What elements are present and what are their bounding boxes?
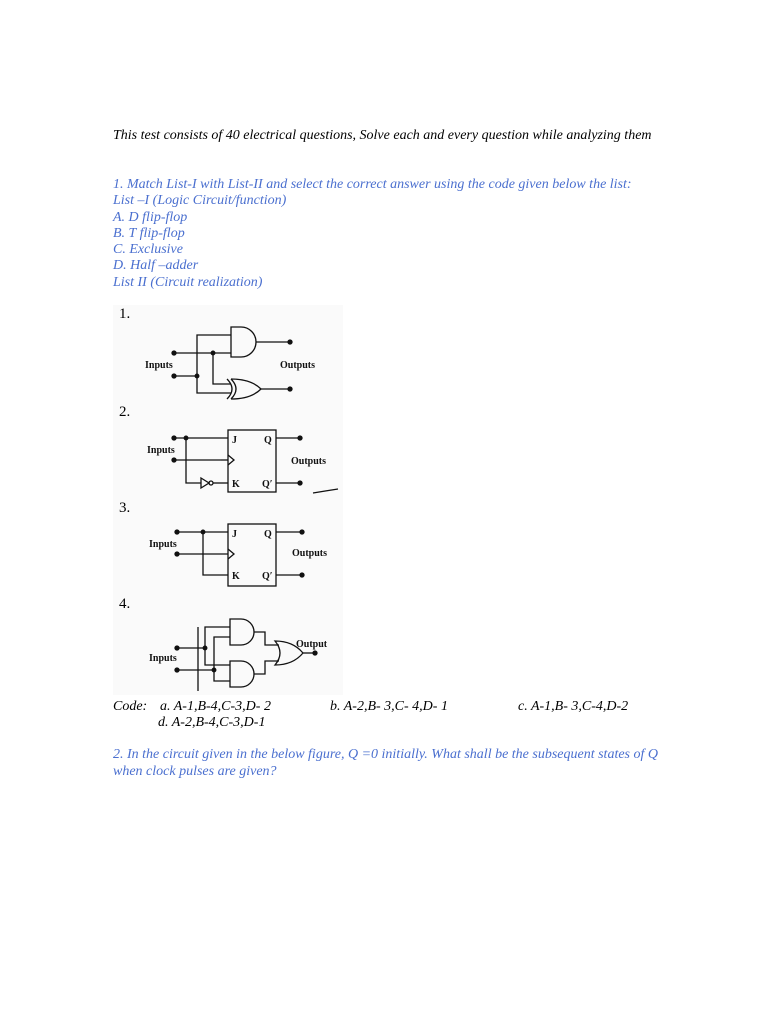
circuit-3-q-label: Q <box>264 529 272 540</box>
circuit-2-inputs-label: Inputs <box>147 445 175 456</box>
list-item-c: C. Exclusive <box>113 242 183 258</box>
circuit-2-flip-flop <box>147 430 338 493</box>
list-item-d: D. Half –adder <box>113 258 199 274</box>
circuit-figure <box>113 305 343 695</box>
circuit-4-inputs-label: Inputs <box>149 653 177 664</box>
circuit-2-j-label: J <box>232 435 237 446</box>
circuit-3-k-label: K <box>232 571 240 582</box>
circuit-number-4: 4. <box>119 596 131 612</box>
question-2: 2. In the circuit given in the below figure, Q =0 initially. What shall be the subsequent states of Q when clock pulses are given? <box>113 747 659 779</box>
question-1 <box>113 177 673 291</box>
option-d: d. A-2,B-4,C-3,D-1 <box>158 715 266 730</box>
code-label: Code: <box>113 699 148 714</box>
circuit-3-flip-flop <box>149 524 327 586</box>
circuit-number-2: 2. <box>119 404 131 420</box>
intro-text: This test consists of 40 electrical questions, Solve each and every question while analyzing them <box>113 128 652 143</box>
circuit-2-q-label: Q <box>264 435 272 446</box>
circuit-4-output-label: Output <box>296 639 328 650</box>
list-2-title: List II (Circuit realization) <box>113 274 263 290</box>
circuit-2-qbar-label: Q′ <box>262 479 273 490</box>
circuit-3-j-label: J <box>232 529 237 540</box>
option-a: a. A-1,B-4,C-3,D- 2 <box>160 699 271 714</box>
circuit-1-outputs-label: Outputs <box>280 360 316 371</box>
circuit-1-inputs-label: Inputs <box>145 360 173 371</box>
circuit-2-outputs-label: Outputs <box>291 456 327 467</box>
list-1-title: List –I (Logic Circuit/function) <box>113 193 287 209</box>
option-b: b. A-2,B- 3,C- 4,D- 1 <box>330 699 448 714</box>
circuit-1-half-adder <box>145 327 315 399</box>
list-item-b: B. T flip-flop <box>113 225 185 241</box>
circuit-3-inputs-label: Inputs <box>149 539 177 550</box>
circuit-3-qbar-label: Q′ <box>262 571 273 582</box>
circuit-4-gate-network <box>149 619 328 691</box>
option-c: c. A-1,B- 3,C-4,D-2 <box>518 699 629 714</box>
circuit-number-1: 1. <box>119 306 131 322</box>
circuit-number-3: 3. <box>119 500 131 516</box>
circuit-diagrams <box>113 305 343 695</box>
circuit-3-outputs-label: Outputs <box>292 548 328 559</box>
question-1-prompt: 1. Match List-I with List-II and select the correct answer using the code given below the list: <box>113 177 632 192</box>
circuit-2-k-label: K <box>232 479 240 490</box>
list-item-a: A. D flip-flop <box>113 209 188 225</box>
